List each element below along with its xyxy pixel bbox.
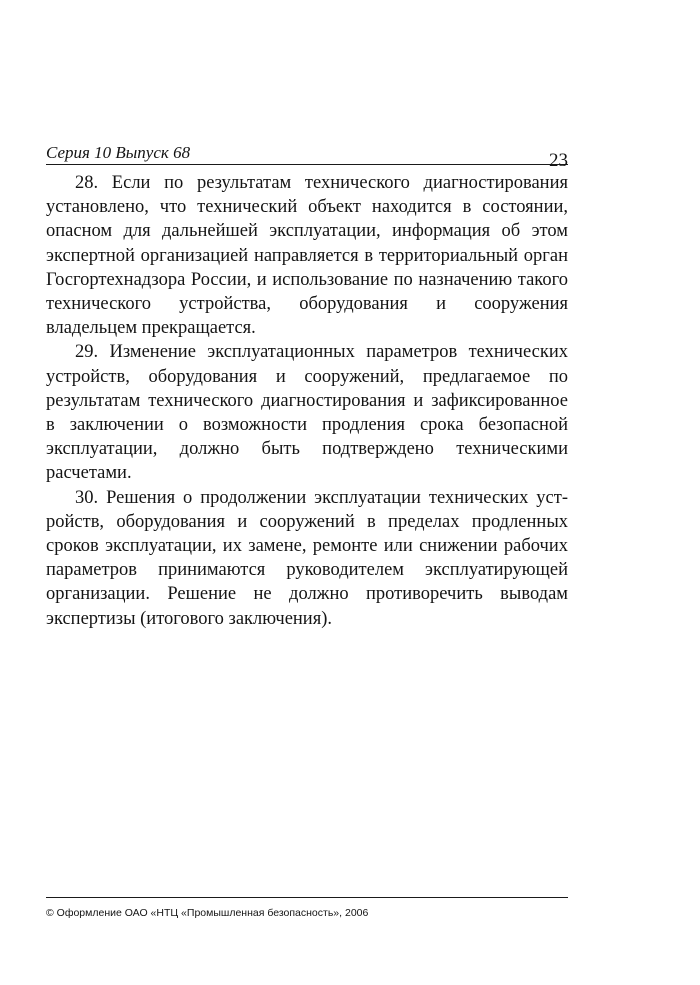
footer-copyright: © Оформление ОАО «НТЦ «Промышленная безопасность», 2006 <box>46 897 568 920</box>
paragraph-28: 28. Если по результатам технического диагностирования установлено, что технический объект находится в состоянии, опасном для дальнейшей эксплуатации, информация об этом экспертной организацией направляется в территориальный орган Госгортехнадзора России, и использование по назначению такого технического устройства, оборудования и сооружения владельцем прекращается. <box>46 173 568 339</box>
page-number: 23 <box>549 150 568 171</box>
paragraph-30: 30. Решения о продолжении эксплуатации технических устройств, оборудования и сооружений в пределах продленных сроков эксплуатации, их замене, ремонте или снижении рабочих параметров принимаются руководителем эксплуатирующей организации. Решение не должно противоречить выводам экспертизы (итогового заключения). <box>46 487 568 629</box>
series-title: Серия 10 Выпуск 68 <box>46 143 191 162</box>
running-header <box>46 140 568 171</box>
paragraph-29: 29. Изменение эксплуатационных параметров технических устройств, оборудования и сооружений, предлагаемое по результатам технического диагностирования и зафиксированное в заключении о возможности продления срока безопасной эксплуатации, должно быть подтверждено техническими расчетами. <box>46 342 568 484</box>
page-body <box>46 171 568 631</box>
